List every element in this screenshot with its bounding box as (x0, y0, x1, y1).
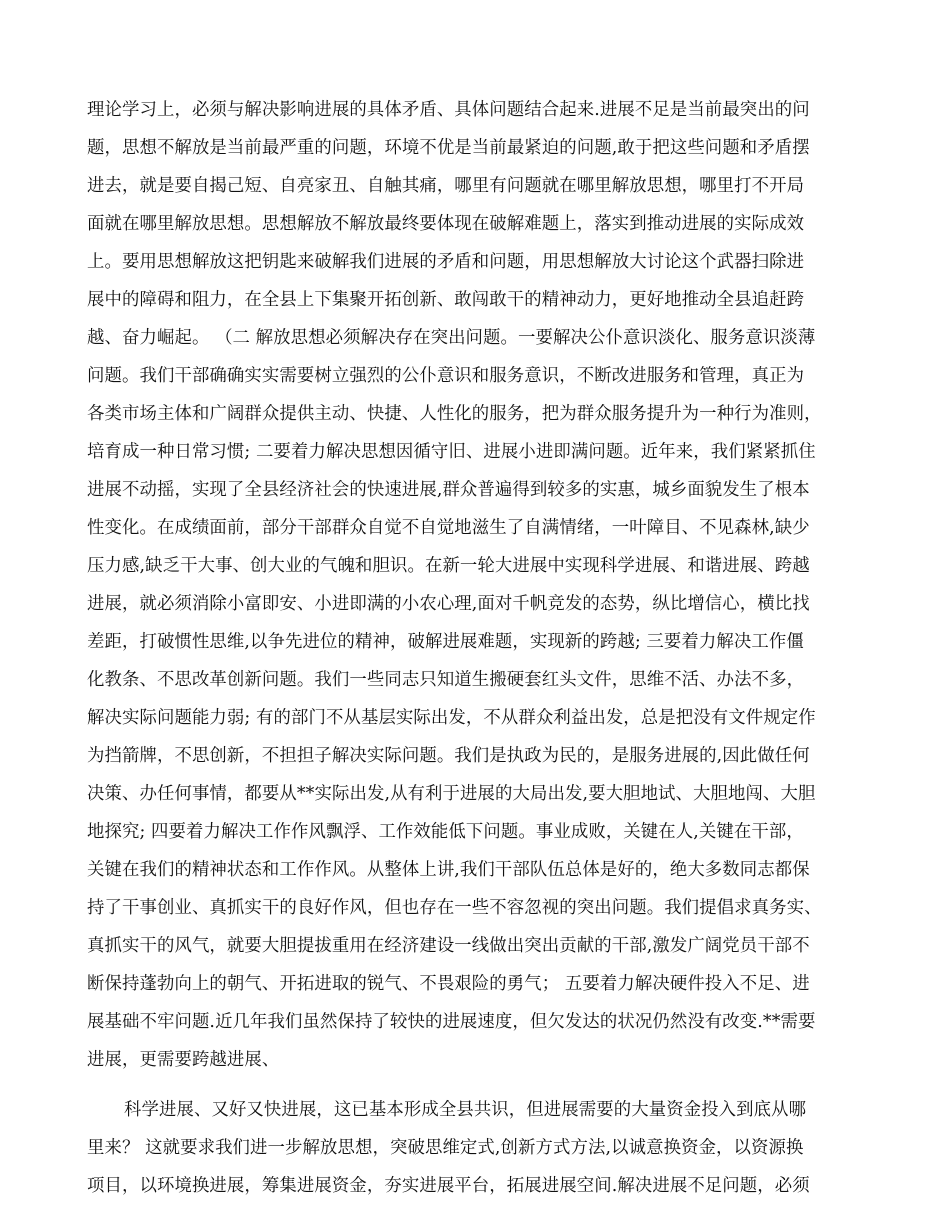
paragraph-1-line: 为挡箭牌，不思创新，不担担子解决实际问题。我们是执政为民的，是服务进展的,因此做任何 (87, 746, 810, 766)
paragraph-2-line: 项目，以环境换进展，筹集进展资金，夯实进展平台，拓展进展空间.解决进展不足问题，必须 (87, 1176, 810, 1196)
paragraph-1-line: 越、奋力崛起。 （二 解放思想必须解决存在突出问题。一要解决公仆意识淡化、服务意识淡薄 (87, 328, 816, 348)
paragraph-1-line: 展基础不牢问题.近几年我们虽然保持了较快的进展速度，但欠发达的状况仍然没有改变.**需要 (87, 1012, 816, 1032)
paragraph-1-line: 题，思想不解放是当前最严重的问题，环境不优是当前最紧迫的问题,敢于把这些问题和矛盾摆 (87, 138, 810, 158)
paragraph-1-line: 差距，打破惯性思维,以争先进位的精神，破解进展难题，实现新的跨越; 三要着力解决工作僵 (87, 632, 804, 652)
paragraph-1-line: 断保持蓬勃向上的朝气、开拓进取的锐气、不畏艰险的勇气； 五要着力解决硬件投入不足、进 (87, 974, 810, 994)
paragraph-1-line: 进展不动摇，实现了全县经济社会的快速进展,群众普遍得到较多的实惠，城乡面貌发生了根本 (87, 480, 810, 500)
paragraph-1-line: 关键在我们的精神状态和工作作风。从整体上讲,我们干部队伍总体是好的，绝大多数同志都保 (87, 860, 810, 880)
paragraph-2-line: 科学进展、又好又快进展，这已基本形成全县共识，但进展需要的大量资金投入到底从哪 (124, 1100, 807, 1120)
paragraph-1-line: 真抓实干的风气，就要大胆提拔重用在经济建设一线做出突出贡献的干部,激发广阔党员干部不 (87, 936, 810, 956)
paragraph-1-line: 压力感,缺乏干大事、创大业的气魄和胆识。在新一轮大进展中实现科学进展、和谐进展、跨越 (87, 556, 810, 576)
paragraph-1-line: 持了干事创业、真抓实干的良好作风，但也存在一些不容忽视的突出问题。我们提倡求真务实、 (87, 898, 822, 918)
paragraph-1-line: 进展，更需要跨越进展、 (87, 1050, 280, 1070)
paragraph-1-line: 上。要用思想解放这把钥匙来破解我们进展的矛盾和问题，用思想解放大讨论这个武器扫除进 (87, 252, 805, 272)
paragraph-2-line: 里来？ 这就要求我们进一步解放思想，突破思维定式,创新方式方法,以诚意换资金，以资源换 (87, 1138, 804, 1158)
paragraph-1-line: 进去，就是要自揭己短、自亮家丑、自触其痛，哪里有问题就在哪里解放思想，哪里打不开局 (87, 176, 805, 196)
paragraph-1-line: 决策、办任何事情，都要从**实际出发,从有利于进展的大局出发,要大胆地试、大胆地闯、大胆 (87, 784, 816, 804)
paragraph-1-line: 展中的障碍和阻力，在全县上下集聚开拓创新、敢闯敢干的精神动力，更好地推动全县追赶跨 (87, 290, 805, 310)
paragraph-1-line: 面就在哪里解放思想。思想解放不解放最终要体现在破解难题上，落实到推动进展的实际成效 (87, 214, 805, 234)
paragraph-1-line: 解决实际问题能力弱; 有的部门不从基层实际出发，不从群众利益出发，总是把没有文件规定作 (87, 708, 816, 728)
paragraph-1-line: 理论学习上，必须与解决影响进展的具体矛盾、具体问题结合起来.进展不足是当前最突出的问 (87, 100, 810, 120)
paragraph-1-line: 地探究; 四要着力解决工作作风飘浮、工作效能低下问题。事业成败，关键在人,关键在干部， (87, 822, 804, 842)
paragraph-1-line: 性变化。在成绩面前，部分干部群众自觉不自觉地滋生了自满情绪，一叶障目、不见森林,缺少 (87, 518, 810, 538)
paragraph-1-line: 培育成一种日常习惯; 二要着力解决思想因循守旧、进展小进即满问题。近年来，我们紧紧抓住 (87, 442, 816, 462)
paragraph-1-line: 进展，就必须消除小富即安、小进即满的小农心理,面对千帆竞发的态势，纵比增信心，横比找 (87, 594, 810, 614)
paragraph-1-line: 问题。我们干部确确实实需要树立强烈的公仆意识和服务意识，不断改进服务和管理，真正为 (87, 366, 805, 386)
paragraph-1-line: 各类市场主体和广阔群众提供主动、快捷、人性化的服务，把为群众服务提升为一种行为准则， (87, 404, 822, 424)
paragraph-1-line: 化教条、不思改革创新问题。我们一些同志只知道生搬硬套红头文件，思维不活、办法不多， (87, 670, 805, 690)
